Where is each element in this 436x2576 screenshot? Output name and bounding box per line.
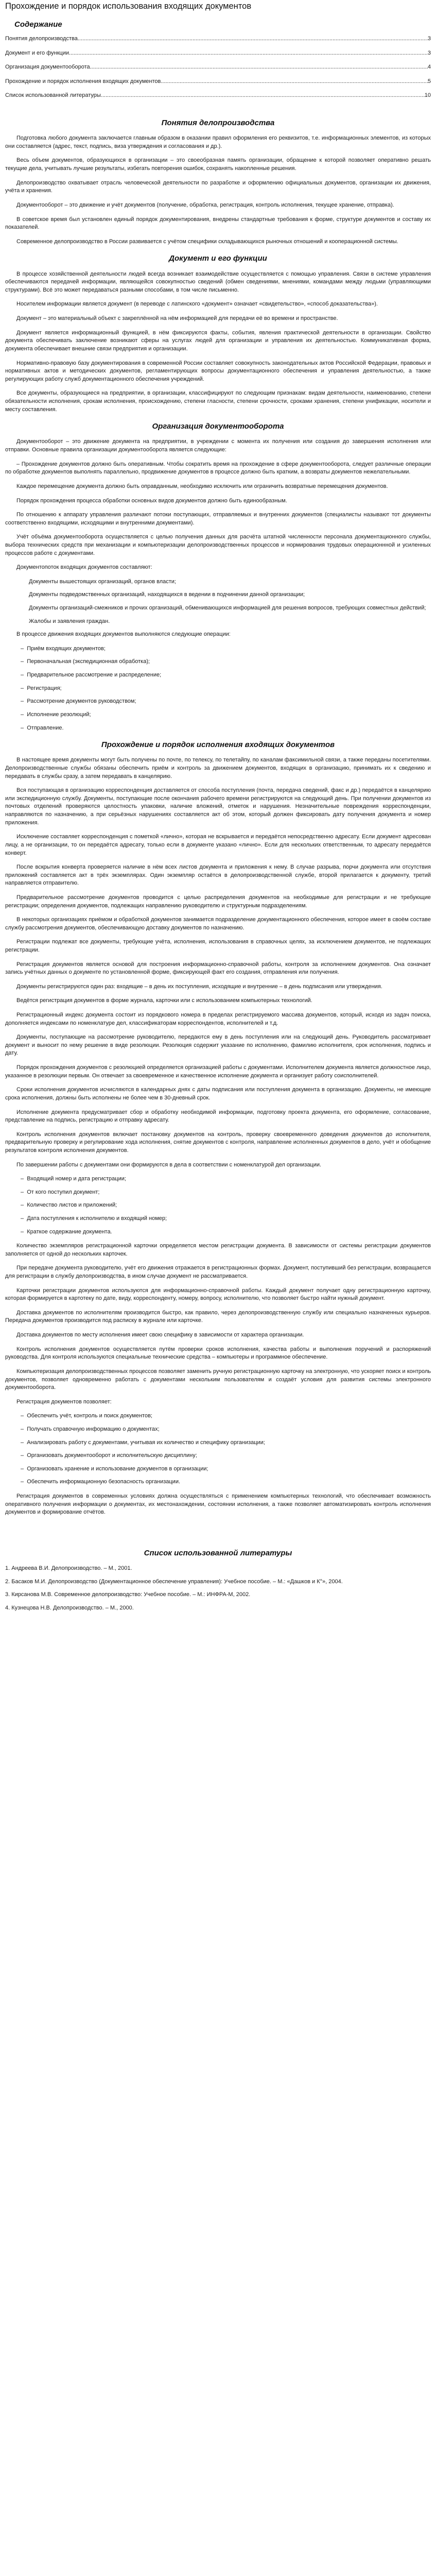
- paragraph: Подготовка любого документа заключается главным образом в оказании правил оформления его реквизитов, т.е. информационных элементов, из которых они составляется (адрес, текст, подпись, виза утверждения и согласования и др.).: [5, 135, 431, 149]
- paragraph: Доставка документов по месту исполнения имеет свою специфику в зависимости от характера организации.: [16, 1332, 304, 1338]
- paragraph: В советское время был установлен единый порядок документирования, внедрены стандартные требования к форме, структуре документов и составу их показателей.: [5, 216, 431, 231]
- paragraph: Регистрация документов позволяет:: [16, 1398, 112, 1405]
- section-heading: Документ и его функции: [169, 254, 267, 263]
- paragraph: Порядок прохождения документов с резолюцией определяется организацией работы с документами. Исполнителем документа является должностное лицо, указанное в резолюции первым. Он отвечает за своевременное и качественное исполнение документа и организует работу соисполнителей.: [5, 1064, 431, 1079]
- section-heading: Прохождение и порядок исполнения входящих документов: [101, 740, 335, 750]
- paragraph: Документооборот – это движение документа на предприятии, в учреждении с момента их получения или создания до завершения исполнения или отправки. Основные правила организации документооборота является следующие:: [5, 438, 431, 453]
- paragraph: Документы, поступающие на рассмотрение руководителю, передаются ему в день поступления или на следующий день. Руководитель рассматривает документ и выносит по нему решение в виде резолюции. Резолюция содержит указание по исполнению, фамилию исполнителя, срок исполнения, подпись и дату.: [5, 1034, 431, 1057]
- toc-line[interactable]: Документ и его функции ..... 3: [5, 49, 431, 58]
- paragraph: Все документы, образующиеся на предприятии, в организации, классифицируют по следующим признакам: видам деятельности, наименованию, степени обязательности исполнения, срокам исполнения, происхождению, степени гласности, степени срочности, сроками хранения, степени унификации, носители и месту составления.: [5, 390, 431, 413]
- paragraph: После вскрытия конверта проверяется наличие в нём всех листов документа и приложения к нему. В случае разрыва, порчи документа или отсутствия приложений составляется акт в трёх экземплярах. Один экземпляр остаётся в делопроизводственной службе, второй прилагается к документу, третий направляется отправителю.: [5, 864, 431, 887]
- list-item: – Организовать документооборот и исполнительскую дисциплину;: [5, 1452, 431, 1460]
- paragraph: Регистрация документов является основой для построения информационно-справочной работы, контроля за исполнением документов. Она означает запись учётных данных о документе по установленной форме, фиксирующей факт его создания, отправления или получения.: [5, 961, 431, 976]
- paragraph: Компьютеризация делопроизводственных процессов позволяет заменить ручную регистрационную карточку на электронную, что ускоряет поиск и контроль документов, позволяет одновременно работать с документами нескольким пользователям и создаёт условия для развития системы электронного документооборота.: [5, 1368, 431, 1391]
- toc-line[interactable]: Организация документооборота ..... 4: [5, 63, 431, 72]
- paragraph: Документы регистрируются один раз: входящие – в день их поступления, исходящие и внутренние – в день подписания или утверждения.: [16, 983, 382, 990]
- list-item: – Количество листов и приложений;: [5, 1201, 431, 1210]
- paragraph: Контроль исполнения документов осуществляется путём проверки сроков исполнения, качества работы и выполнения поручений и распоряжений руководства. Для контроля используются специальные технические средства – компьютеры и программное обеспечение.: [5, 1346, 431, 1361]
- paragraph: – Прохождение документов должно быть оперативным. Чтобы сократить время на прохождение в сфере документооборота, следует различные операции по обработке документов выполнять параллельно, продвижение документов в процессе должно быть кратким, а возвраты документов нежелательными.: [5, 461, 431, 476]
- paragraph: Исполнение документа предусматривает сбор и обработку необходимой информации, подготовку проекта документа, его оформление, согласование, представление на подпись, регистрацию и отправку адресату.: [5, 1109, 431, 1124]
- paragraph: Учёт объёма документооборота осуществляется с целью получения данных для расчёта штатной численности персонала документационного службы, выбора технических средств при механизации и компьютеризации делопроизводственных процессов и нормирования трудовых операционнной и усиленных процессов работе с документами.: [5, 534, 431, 556]
- paragraph: Носителем информации является документ (в переводе с латинского «документ» означает «свидетельство», «способ доказательства»).: [16, 301, 378, 308]
- paragraph: Предварительное рассмотрение документов проводится с целью распределения документов на необходимые для регистрации и не требующие регистрации; определения документов, подлежащих направлению руководителю и структурным подразделениям.: [5, 894, 431, 909]
- references-list: [5, 1565, 431, 1612]
- list-item: – Рассмотрение документов руководством;: [5, 698, 431, 706]
- paragraph: Современное делопроизводство в России развивается с учётом специфики складывающихся рыночных отношений и кооперационной системы.: [16, 238, 398, 245]
- section-heading: Организация документооборота: [152, 422, 284, 431]
- paragraph: При передаче документа руководителю, учёт его движения отражается в регистрационных формах. Документ, поступивший без регистрации, возвращается для регистрации в службу делопроизводства, в ином случае документ не рассматривается.: [5, 1265, 431, 1280]
- reference-item: 4. Кузнецова Н.В. Делопроизводство. – М., 2000.: [5, 1604, 134, 1611]
- paragraph: Документопоток входящих документов составляют:: [16, 564, 152, 571]
- paragraph: Документы подведомственных организаций, находящихся в ведении в подчинении данной организации;: [29, 591, 305, 598]
- list-item: – Анализировать работу с документами, учитывая их количество и специфику организации;: [5, 1439, 431, 1447]
- list-item: – Предварительное рассмотрение и распределение;: [5, 671, 431, 680]
- paragraph: Порядок прохождения процесса обработки основных видов документов должно быть единообразным.: [16, 497, 287, 504]
- list-item: – Дата поступления к исполнителю и входящий номер;: [5, 1215, 431, 1223]
- paragraph: Регистрации подлежат все документы, требующие учёта, исполнения, использования в справочных целях, за исключением документов, не подлежащих регистрации.: [5, 939, 431, 953]
- list-item: – Регистрация;: [5, 685, 431, 693]
- paragraph: В процессе хозяйственной деятельности людей всегда возникает взаимодействие осуществляется с помощью управления. Связи в системе управления обеспечиваются передачей информации, являющейся совокупностью сведений (обмен сведениями, мнениями, командами между людьми (управляющими структурами). Всё это может передаваться разными способами, в том числе письменно.: [5, 270, 431, 293]
- paragraph: Количество экземпляров регистрационной карточки определяется местом регистрации документа. В зависимости от системы регистрации документов заполняется от одной до нескольких карточек.: [5, 1243, 431, 1257]
- list-item: – Организовать хранение и использование документов в организации;: [5, 1465, 431, 1473]
- paragraph: Вся поступающая в организацию корреспонденция доставляется от способа поступления (почта, передача сведений, факс и др.) передаётся в канцелярию или экспедиционную службу. Документы, поступающие после окончания рабочего времени регистрируются на следующий день. При получении документов из почтовых отделений проверяются целостность упаковки, наличие вложений, отметок и нарушения. Незначительные повреждения корреспонденции, направляются по назначению, а при серьёзных нарушениях составляется акт об этом, который должен фиксировать дату получения документа и номер приложения.: [5, 787, 431, 826]
- list-item: – Приём входящих документов;: [5, 645, 431, 653]
- table-of-contents: [5, 35, 431, 100]
- paragraph: По завершении работы с документами они формируются в дела в соответствии с номенклатурой дел организации.: [16, 1161, 322, 1168]
- paragraph: Карточки регистрации документов используются для информационно-справочной работы. Каждый документ получает одну регистрационную карточку, которая формируется в картотеку по дате, виду, корреспонденту, номеру, вопросу, исполнителю, что позволяет быстро найти нужный документ.: [5, 1287, 431, 1302]
- paragraph: Документооборот – это движение и учёт документов (получение, обработка, регистрация, контроль исполнения, текущее хранение, отправка).: [16, 201, 394, 208]
- paragraph: Делопроизводство охватывает отрасль человеческой деятельности по разработке и оформлению официальных документов, организации их движения, учёта и хранения.: [5, 179, 431, 194]
- paragraph: Сроки исполнения документов исчисляются в календарных днях с даты подписания или поступления документа в организацию. Документы, не имеющие срока исполнения, должны быть исполнены не более чем в 30-дневный срок.: [5, 1087, 431, 1101]
- paragraph: Каждое перемещение документа должно быть оправданным, необходимо исключить или ограничить возвратные перемещения документов.: [16, 483, 388, 489]
- paragraph: В некоторых организациях приёмом и обработкой документов занимается подразделение документационного обеспечения, которое имеет в своём составе службу рассмотрения документов, обеспечивающую доставку документов по назначению.: [5, 917, 431, 931]
- list-item: – Отправление.: [5, 724, 431, 733]
- paragraph: Ведётся регистрация документов в форме журнала, карточки или с использованием компьютерных технологий.: [16, 997, 312, 1004]
- paragraph: Регистрация документов в современных условиях должна осуществляться с применением компьютерных технологий, что обеспечивает возможность оперативного получения информации о документах, их местонахождении, состоянии исполнения, а также позволяет автоматизировать контроль исполнения документов и формирование отчётов.: [5, 1493, 431, 1516]
- paragraph: В процессе движения входящих документов выполняются следующие операции:: [16, 631, 231, 638]
- toc-line[interactable]: Понятия делопроизводства ..... 3: [5, 35, 431, 43]
- list-item: – Входящий номер и дата регистрации;: [5, 1175, 431, 1183]
- toc-line[interactable]: Прохождение и порядок исполнения входящих документов ..... 5: [5, 78, 431, 86]
- reference-item: 2. Басаков М.И. Делопроизводство (Документационное обеспечение управления): Учебное пособие. – М.: «Дашков и К°», 2004.: [5, 1578, 343, 1585]
- paragraph: Документы организаций-смежников и прочих организаций, обменивающихся информацией для решения вопросов, требующих совместных действий;: [29, 605, 426, 612]
- list-item: – Исполнение резолюций;: [5, 711, 431, 719]
- list-item: – Первоначальная (экспедиционная обработка);: [5, 658, 431, 666]
- paragraph: Контроль исполнения документов включает постановку документов на контроль, проверку своевременного доведения документов до исполнителя, предварительную проверку и регулирование хода исполнения, снятие документов с контроля, направление исполненных документов в дело, учёт и обобщение результатов контроля исполнения документов.: [5, 1131, 431, 1154]
- reference-item: 3. Кирсанова М.В. Современное делопроизводство: Учебное пособие. – М.: ИНФРА-М, 2002.: [5, 1591, 251, 1598]
- paragraph: Регистрационный индекс документа состоит из порядкового номера в пределах регистрируемого массива документов, который, исходя из задач поиска, дополняется индексами по номенклатуре дел, классификаторам корреспондентов, исполнителей и т.д.: [5, 1012, 431, 1026]
- toc-line[interactable]: Список использованной литературы ..... 10: [5, 92, 431, 100]
- list-item: – Получать справочную информацию о документах;: [5, 1426, 431, 1434]
- paragraph: Весь объем документов, образующихся в организации – это своеобразная память организации, обращение к которой позволяет оперативно решать текущие дела, учитывать лучшие результаты, избегать повторения ошибок, сохранять накопленные решения.: [5, 157, 431, 172]
- registration-fields-list: [5, 1175, 431, 1236]
- paragraph: Жалобы и заявления граждан.: [29, 618, 110, 624]
- operations-list: [5, 645, 431, 732]
- page-title: Прохождение и порядок использования входящих документов: [5, 2, 252, 11]
- references-heading: Список использованной литературы: [144, 1548, 292, 1557]
- list-item: – Обеспечить учёт, контроль и поиск документов;: [5, 1412, 431, 1420]
- paragraph: Нормативно-правовую базу документирования в современной России составляет совокупность законодательных актов Российской Федерации, правовых и нормативных актов и методических документов, регламентирующих вопросы документационного обеспечения и управления деятельностью, а также регулирующих работу служб документационного обеспечения учреждений.: [5, 360, 431, 382]
- list-item: – Обеспечить информационную безопасность организации.: [5, 1478, 431, 1486]
- paragraph: Доставка документов по исполнителям производится быстро, как правило, через делопроизводственную службу или специально назначенных курьеров. Передача документов производится под расписку в журнале или карточке.: [5, 1309, 431, 1324]
- paragraph: Документы вышестоящих организаций, органов власти;: [29, 578, 176, 585]
- list-item: – От кого поступил документ;: [5, 1189, 431, 1197]
- reference-item: 1. Андреева В.И. Делопроизводство. – М., 2001.: [5, 1565, 132, 1572]
- paragraph: В настоящее время документы могут быть получены по почте, по телексу, по телетайпу, по каналам факсимильной связи, а также переданы посетителями. Делопроизводственные службы обязаны обеспечить приём и контроль за движением документов, входящих в организацию, принимать их к сведению и передавать в службы сразу, а затем передавать в канцелярию.: [5, 757, 431, 779]
- paragraph: Исключение составляет корреспонденция с пометкой «лично», которая не вскрывается и передаётся непосредственно адресату. Если документ адресован лицу, а не организации, то он передаётся адресату, только если в документе указано «лично». Если для нескольких ответственным, то адресату передаётся конверт.: [5, 834, 431, 856]
- toc-heading: Содержание: [14, 20, 62, 29]
- registration-benefits-list: [5, 1412, 431, 1486]
- paragraph: По отношению к аппарату управления различают потоки поступающих, отправляемых и внутренних документов (специалисты называют тот документы соответственно входящими, исходящими и внутренними документами).: [5, 512, 431, 526]
- section-heading: Понятия делопроизводства: [161, 118, 275, 127]
- paragraph: Документ является информационный функцией, в нём фиксируются факты, события, явления практической деятельности в организации. Свойство документа обеспечивать заключение возникают сферы на услугах людей для организации и управления их деятельностью. Коммуникативная форма, документа обеспечивает внешние связи предприятия и организации.: [5, 329, 431, 352]
- list-item: – Краткое содержание документа.: [5, 1228, 431, 1236]
- paragraph: Документ – это материальный объект с закреплённой на нём информацией для передачи её во времени и пространстве.: [16, 315, 338, 322]
